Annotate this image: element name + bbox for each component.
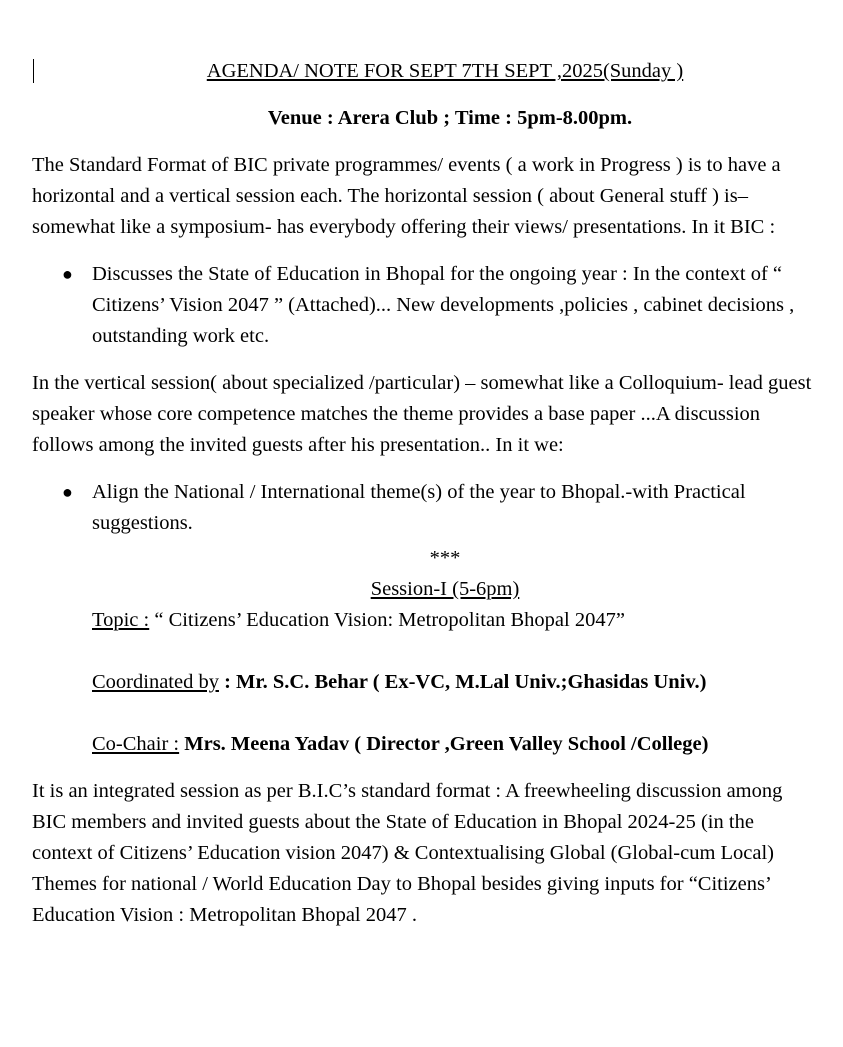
cochair-line [32,729,818,760]
bullet-icon: ● [62,264,73,284]
vertical-session-list [32,477,818,539]
section-separator: *** [429,547,461,569]
cochair-name: Mrs. Meena Yadav ( Director ,Green Valley School /College) [184,733,709,755]
coordinated-line [32,667,818,698]
cochair-label: Co-Chair : [92,733,180,755]
closing-paragraph: It is an integrated session as per B.I.C’s standard format : A freewheeling discussion among BIC members and invited guests about the State of Education in Bhopal 2024-25 (in the context of Citizens’ Education vision 2047) & Contextualising Global (Global-cum Local) Themes for national / World Education Day to Bhopal besides giving inputs for “Citizens’ Education Vision : Metropolitan Bhopal 2047 . [32,780,783,926]
topic-text: “ Citizens’ Education Vision: Metropolitan Bhopal 2047” [154,609,625,631]
session-heading: Session-I (5-6pm) [370,578,520,600]
coordinated-name: : Mr. S.C. Behar ( Ex-VC, M.Lal Univ.;Ghasidas Univ.) [224,671,707,693]
list-item: ● Align the National / International theme(s) of the year to Bhopal.-with Practical suggestions. [32,477,818,539]
coordinated-label: Coordinated by [92,671,219,693]
topic-line [32,605,818,636]
horizontal-session-list [32,259,818,352]
list-item: ● Discusses the State of Education in Bhopal for the ongoing year : In the context of “ Citizens’ Vision 2047 ” (Attached)... New developments ,policies , cabinet decisions , outstanding work etc. [32,259,818,352]
bullet-icon: ● [62,482,73,502]
agenda-title: AGENDA/ NOTE FOR SEPT 7TH SEPT ,2025(Sunday ) [206,60,684,82]
intro-paragraph: The Standard Format of BIC private programmes/ events ( a work in Progress ) is to have a horizontal and a vertical session each. The horizontal session ( about General stuff ) is– somewhat like a symposium- has everybody offering their views/ presentations. In it BIC : [32,154,781,238]
document-body[interactable] [32,56,818,931]
venue-line: Venue : Arera Club ; Time : 5pm-8.00pm. [267,107,633,129]
vertical-session-paragraph: In the vertical session( about specialized /particular) – somewhat like a Colloquium- lead guest speaker whose core competence matches the theme provides a base paper ...A discussion follows among the invited guests after his presentation.. In it we: [32,372,812,456]
topic-label: Topic : [92,609,150,631]
